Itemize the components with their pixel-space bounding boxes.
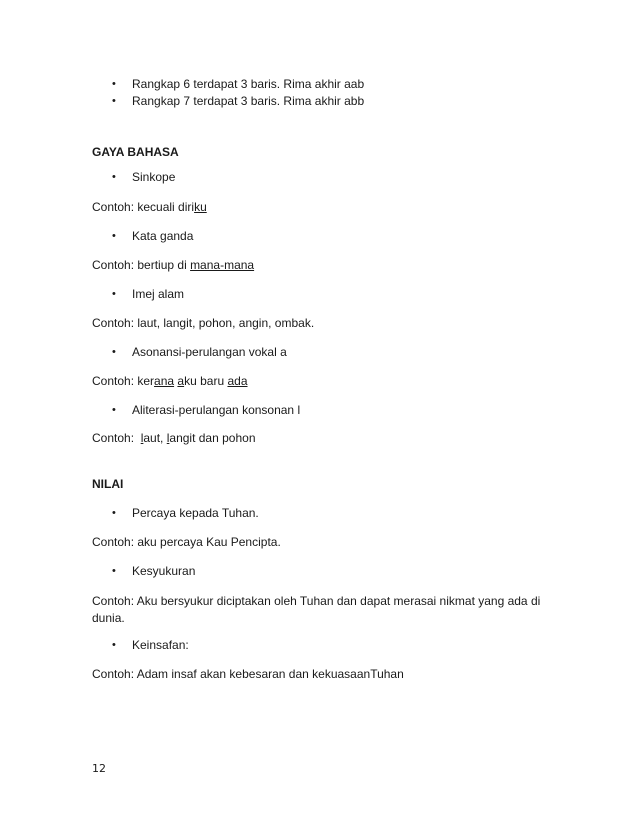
page-number: 12 xyxy=(92,762,106,775)
example-text: ku baru xyxy=(184,374,228,388)
value-label: Keinsafan: xyxy=(132,638,189,652)
bullet-icon: • xyxy=(112,346,116,358)
example-text: Contoh: kecuali diri xyxy=(92,200,195,214)
example-text: angit dan pohon xyxy=(169,431,256,445)
example-text: Contoh: ker xyxy=(92,374,155,388)
example-text: aut, xyxy=(143,431,167,445)
section-heading-nilai: NILAI xyxy=(92,477,124,491)
example-text: Contoh: xyxy=(92,431,141,445)
style-label: Aliterasi-perulangan konsonan l xyxy=(132,403,301,417)
underlined-text: l xyxy=(166,431,170,445)
underlined-text: ku xyxy=(194,200,207,214)
value-label: Percaya kepada Tuhan. xyxy=(132,506,259,520)
bullet-icon: • xyxy=(112,639,116,651)
example-text: Contoh: bertiup di xyxy=(92,258,191,272)
example-line xyxy=(92,431,256,446)
example-line xyxy=(92,200,207,215)
example-line: Contoh: Adam insaf akan kebesaran dan kekuasaanTuhan xyxy=(92,667,404,681)
underlined-text: a xyxy=(177,374,185,388)
example-line: Contoh: laut, langit, pohon, angin, ombak. xyxy=(92,316,315,330)
bullet-icon: • xyxy=(112,565,116,577)
bullet-icon: • xyxy=(112,507,116,519)
bullet-icon: • xyxy=(112,230,116,242)
bullet-icon: • xyxy=(112,95,116,107)
example-paragraph: Contoh: Aku bersyukur diciptakan oleh Tuhan dan dapat merasai nikmat yang ada di dunia. xyxy=(92,594,541,625)
style-label: Asonansi-perulangan vokal a xyxy=(132,345,287,359)
example-line xyxy=(92,258,254,273)
underlined-text: l xyxy=(140,431,144,445)
underlined-text: ada xyxy=(227,374,248,388)
bullet-icon: • xyxy=(112,404,116,416)
underlined-text: mana-mana xyxy=(190,258,255,272)
value-label: Kesyukuran xyxy=(132,564,196,578)
rhyme-bullet-text: Rangkap 7 terdapat 3 baris. Rima akhir abb xyxy=(132,94,365,108)
example-line: Contoh: aku percaya Kau Pencipta. xyxy=(92,535,281,549)
style-label: Imej alam xyxy=(132,287,185,301)
bullet-icon: • xyxy=(112,171,116,183)
style-label: Sinkope xyxy=(132,170,176,184)
rhyme-bullet-text: Rangkap 6 terdapat 3 baris. Rima akhir aab xyxy=(132,77,365,91)
section-heading-gaya-bahasa: GAYA BAHASA xyxy=(92,145,179,159)
bullet-icon: • xyxy=(112,78,116,90)
underlined-text: ana xyxy=(154,374,175,388)
bullet-icon: • xyxy=(112,288,116,300)
style-label: Kata ganda xyxy=(132,229,194,243)
example-line xyxy=(92,374,248,389)
